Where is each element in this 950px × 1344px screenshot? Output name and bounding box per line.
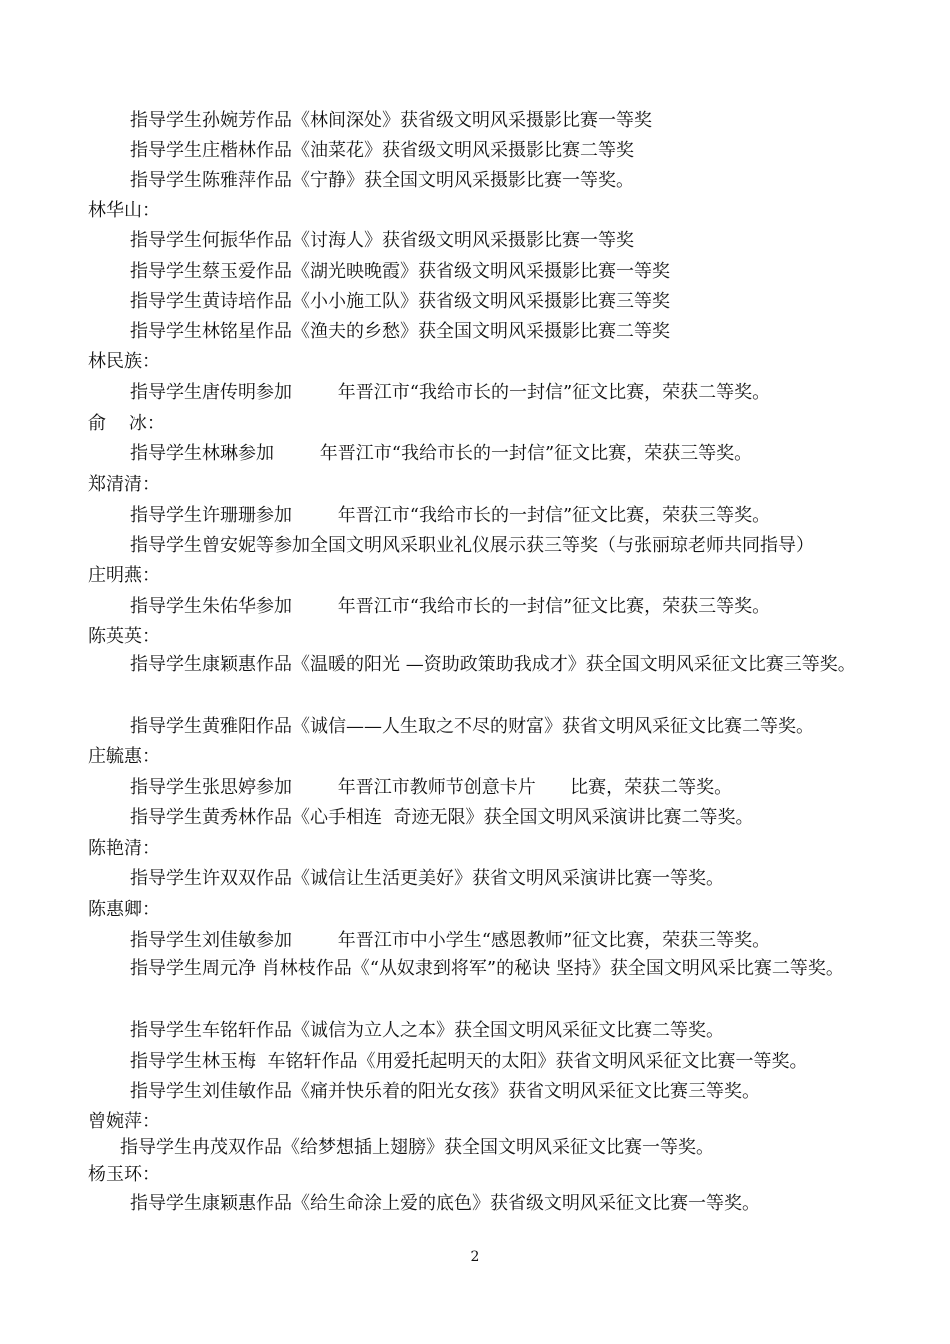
award-line: 指导学生庄楷林作品《油菜花》获省级文明风采摄影比赛二等奖	[130, 140, 634, 161]
award-line: 指导学生林琳参加 年晋江市“我给市长的一封信”征文比赛，荣获三等奖。	[130, 443, 753, 464]
award-line: 指导学生许珊珊参加 年晋江市“我给市长的一封信”征文比赛，荣获三等奖。	[130, 505, 771, 526]
award-line: 指导学生林铭星作品《渔夫的乡愁》获全国文明风采摄影比赛二等奖	[130, 321, 670, 342]
award-line: 指导学生何振华作品《讨海人》获省级文明风采摄影比赛一等奖	[130, 230, 634, 251]
teacher-name: 陈惠卿：	[88, 899, 160, 920]
award-line: 指导学生张思婷参加 年晋江市教师节创意卡片 比赛，荣获二等奖。	[130, 777, 733, 798]
teacher-name: 陈英英：	[88, 626, 160, 647]
teacher-name: 郑清清：	[88, 474, 160, 495]
award-line: 指导学生唐传明参加 年晋江市“我给市长的一封信”征文比赛，荣获二等奖。	[130, 382, 771, 403]
teacher-name: 林华山：	[88, 200, 160, 221]
award-line: 指导学生林玉梅 车铭轩作品《用爱托起明天的太阳》获省文明风采征文比赛一等奖。	[130, 1051, 808, 1072]
award-line: 指导学生黄秀林作品《心手相连 奇迹无限》获全国文明风采演讲比赛二等奖。	[130, 807, 754, 828]
award-line: 指导学生许双双作品《诚信让生活更美好》获省文明风采演讲比赛一等奖。	[130, 868, 724, 889]
award-line: 指导学生黄诗培作品《小小施工队》获省级文明风采摄影比赛三等奖	[130, 291, 670, 312]
award-line: 指导学生黄雅阳作品《诚信——人生取之不尽的财富》获省文明风采征文比赛二等奖。	[130, 716, 814, 737]
teacher-name: 曾婉萍：	[88, 1111, 160, 1132]
page-number: 2	[470, 1249, 480, 1265]
award-line: 指导学生蔡玉爱作品《湖光映晚霞》获省级文明风采摄影比赛一等奖	[130, 261, 670, 282]
award-line: 指导学生孙婉芳作品《林间深处》获省级文明风采摄影比赛一等奖	[130, 110, 652, 131]
award-line: 指导学生康颖惠作品《给生命涂上爱的底色》获省级文明风采征文比赛一等奖。	[130, 1193, 760, 1214]
award-line: 指导学生刘佳敏参加 年晋江市中小学生“感恩教师”征文比赛，荣获三等奖。	[130, 930, 771, 951]
award-line: 指导学生周元净 肖林枝作品《“从奴隶到将军”的秘诀 坚持》获全国文明风采比赛二等奖。	[130, 958, 844, 979]
award-line: 指导学生刘佳敏作品《痛并快乐着的阳光女孩》获省文明风采征文比赛三等奖。	[130, 1081, 760, 1102]
award-line: 指导学生朱佑华参加 年晋江市“我给市长的一封信”征文比赛，荣获三等奖。	[130, 596, 771, 617]
award-line: 指导学生冉茂双作品《给梦想插上翅膀》获全国文明风采征文比赛一等奖。	[120, 1137, 714, 1158]
teacher-name: 林民族：	[88, 351, 160, 372]
teacher-name: 陈艳清：	[88, 838, 160, 859]
teacher-name: 杨玉环：	[88, 1164, 160, 1185]
award-line: 指导学生曾安妮等参加全国文明风采职业礼仪展示获三等奖（与张丽琼老师共同指导）	[130, 535, 814, 556]
award-line: 指导学生康颖惠作品《温暖的阳光 —资助政策助我成才》获全国文明风采征文比赛三等奖。	[130, 654, 856, 675]
teacher-name: 庄明燕：	[88, 565, 160, 586]
award-line: 指导学生车铭轩作品《诚信为立人之本》获全国文明风采征文比赛二等奖。	[130, 1020, 724, 1041]
teacher-name: 庄毓惠：	[88, 746, 160, 767]
teacher-name: 俞 冰：	[88, 413, 165, 434]
award-line: 指导学生陈雅萍作品《宁静》获全国文明风采摄影比赛一等奖。	[130, 170, 634, 191]
